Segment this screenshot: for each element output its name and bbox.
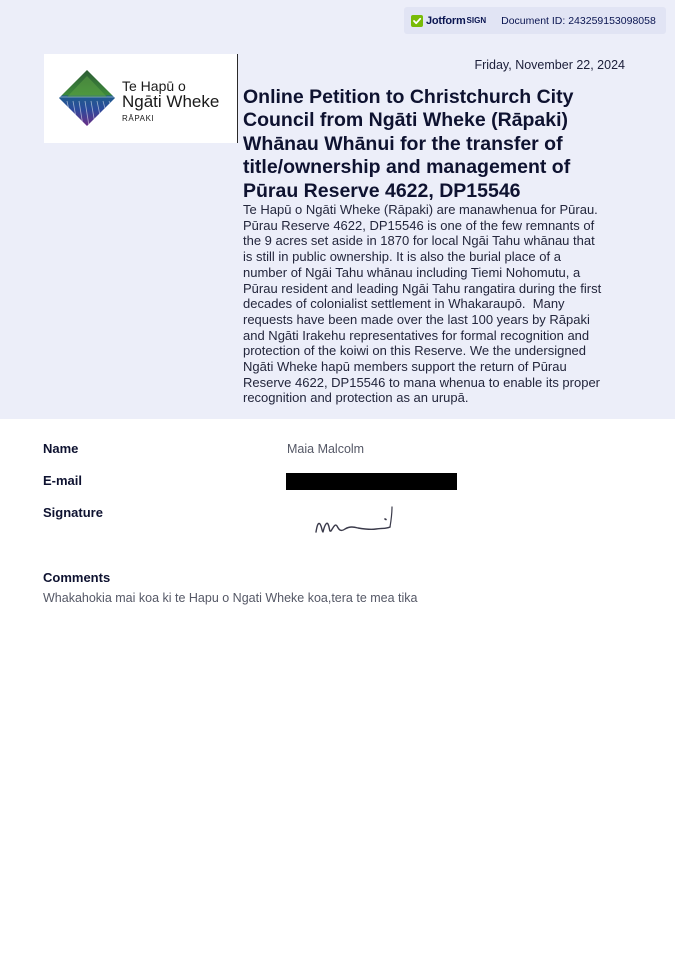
jotform-sign-badge [404,7,666,34]
body-line: the 9 acres set aside in 1870 for local Ngāi Tahu whānau that [243,233,595,249]
comments-label: Comments [43,570,111,585]
body-line: Pūrau resident and leading Ngāi Tahu rangatira during the first [243,280,602,296]
title-line: Whānau Whānui for the transfer of [243,132,563,155]
email-label: E-mail [43,473,83,488]
document-id: Document ID: 243259153098058 [501,14,656,27]
title-line: Online Petition to Christchurch City [243,86,574,108]
diamond-emblem-icon [57,68,117,128]
body-line: decades of colonialist settlement in Whakaraupō. Many [243,296,565,312]
body-line: Reserve 4622, DP15546 to mana whenua to enable its proper [243,374,601,390]
org-logo [44,54,237,143]
logo-text-line2: Ngāti Wheke [122,92,220,111]
name-value: Maia Malcolm [287,442,365,456]
body-line: Pūrau Reserve 4622, DP15546 is one of the few remnants of [243,217,595,233]
body-line: recognition and protection as an urupā. [243,390,469,406]
jotform-brand-text: Jotform [426,14,466,27]
logo-divider [237,54,238,143]
name-label: Name [43,441,79,456]
body-line: Ngāti Wheke hapū members support the return of Pūrau [243,359,567,375]
email-redaction [286,473,457,490]
signature-label: Signature [43,505,103,520]
logo-text-line1: Te Hapū o [122,78,186,94]
jotform-logo [411,15,486,27]
logo-text-line3: RĀPAKI [122,114,155,123]
title-line: Council from Ngāti Wheke (Rāpaki) [243,109,569,132]
title-line: title/ownership and management of [243,156,571,179]
body-line: number of Ngāi Tahu whānau including Tiemi Nohomutu, a [243,264,581,280]
document-date: Friday, November 22, 2024 [474,58,625,72]
jotform-mark-icon [411,15,423,27]
comments-value: Whakahokia mai koa ki te Hapu o Ngati Wheke koa,tera te mea tika [43,591,418,605]
body-line: protection of the koiwi on this Reserve. We the undersigned [243,343,587,359]
body-line: is still in public ownership. It is also the burial place of a [243,249,561,265]
petition-description [243,202,628,406]
body-line: Te Hapū o Ngāti Wheke (Rāpaki) are manawhenua for Pūrau. [243,202,598,217]
signature-image [312,502,397,538]
body-line: requests have been made over the last 100 years by Rāpaki [243,311,590,327]
title-line: Pūrau Reserve 4622, DP15546 [243,179,521,202]
petition-title [243,86,628,203]
body-line: and Ngāti Irakehu representatives for formal recognition and [243,327,590,343]
jotform-sign-text: SIGN [466,16,487,25]
